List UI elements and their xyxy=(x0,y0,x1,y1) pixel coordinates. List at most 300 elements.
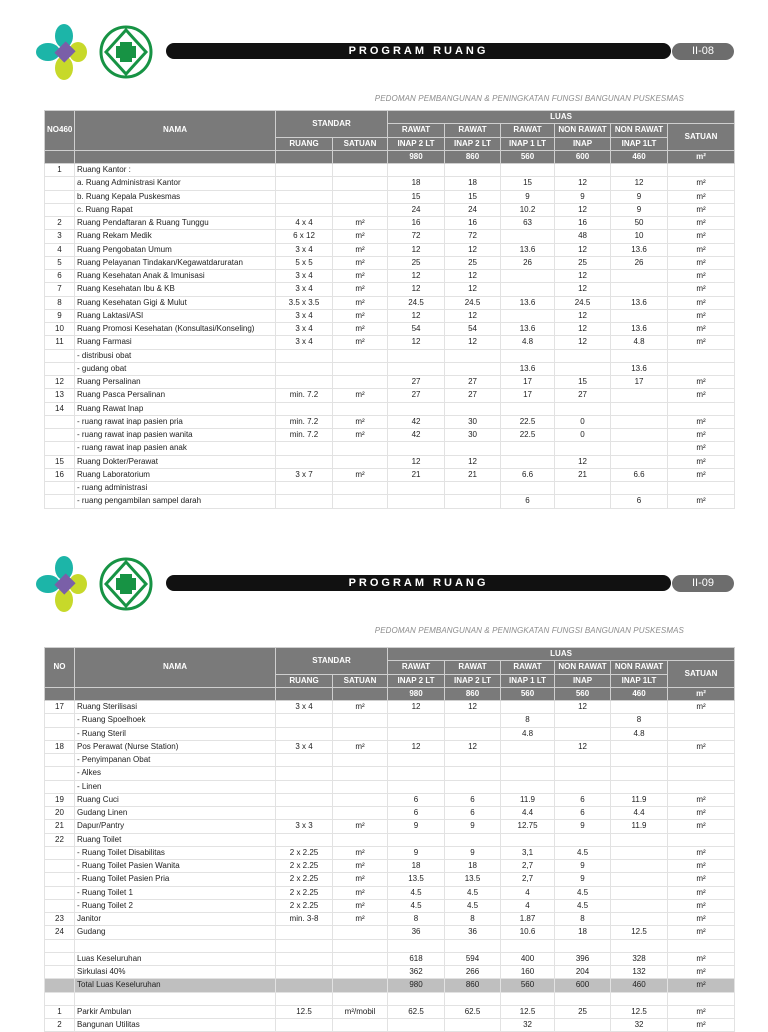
cell-rawat-inap-2lt-b: 24.5 xyxy=(445,296,501,309)
cell-nonrawat-inap: 8 xyxy=(555,913,611,926)
cell-satuan-luas: m² xyxy=(668,886,735,899)
cell-rawat-inap-2lt-b xyxy=(445,1019,501,1032)
table-row xyxy=(45,886,735,899)
cell-rawat-inap-2lt-a: 362 xyxy=(388,966,445,979)
cell-nonrawat-inap-1lt: 12 xyxy=(611,177,668,190)
cell-satuan xyxy=(333,966,388,979)
table-row xyxy=(45,243,735,256)
cell-satuan: m² xyxy=(333,899,388,912)
cell-no: 18 xyxy=(45,740,75,753)
cell-nonrawat-inap: 16 xyxy=(555,217,611,230)
cell-nonrawat-inap-1lt xyxy=(611,701,668,714)
col-satuan-header: SATUAN xyxy=(333,674,388,687)
cell-rawat-inap-2lt-b: 12 xyxy=(445,283,501,296)
cell-satuan-luas xyxy=(668,767,735,780)
cell-rawat-inap-1lt xyxy=(501,482,555,495)
cell-nonrawat-inap-1lt xyxy=(611,349,668,362)
cell-satuan-luas: m² xyxy=(668,429,735,442)
col-rawat-header: RAWAT xyxy=(445,124,501,137)
cell-ruang: 3 x 4 xyxy=(276,243,333,256)
cell-nama: Bangunan Utilitas xyxy=(75,1019,276,1032)
cell-rawat-inap-2lt-b: 18 xyxy=(445,177,501,190)
cell-nama: Ruang Toilet xyxy=(75,833,276,846)
cell-satuan: m² xyxy=(333,243,388,256)
cell-rawat-inap-1lt: 22.5 xyxy=(501,429,555,442)
logo-group xyxy=(34,554,154,614)
cell-rawat-inap-1lt: 4.4 xyxy=(501,807,555,820)
cell-nonrawat-inap: 12 xyxy=(555,270,611,283)
col-rawat-header: RAWAT xyxy=(445,661,501,674)
cell-no xyxy=(45,860,75,873)
cell-rawat-inap-1lt: 1.87 xyxy=(501,913,555,926)
table-row xyxy=(45,349,735,362)
cell-satuan: m² xyxy=(333,283,388,296)
cell-satuan xyxy=(333,190,388,203)
cell-rawat-inap-2lt-b: 4.5 xyxy=(445,899,501,912)
cell-ruang: 2 x 2.25 xyxy=(276,899,333,912)
cell-satuan: m² xyxy=(333,323,388,336)
cell-nonrawat-inap: 204 xyxy=(555,966,611,979)
col-nama-header: NAMA xyxy=(75,648,276,688)
cell-rawat-inap-2lt-a: 12 xyxy=(388,740,445,753)
cell-nama: Ruang Laktasi/ASI xyxy=(75,309,276,322)
cell-no xyxy=(45,886,75,899)
cell-rawat-inap-2lt-a xyxy=(388,939,445,952)
cell-nonrawat-inap-1lt: 26 xyxy=(611,256,668,269)
cell-nama: Ruang Kesehatan Anak & Imunisasi xyxy=(75,270,276,283)
cell-ruang: 2 x 2.25 xyxy=(276,860,333,873)
cell-no xyxy=(45,899,75,912)
cell-rawat-inap-2lt-a: 4.5 xyxy=(388,899,445,912)
cell-rawat-inap-2lt-b xyxy=(445,495,501,508)
cell-nonrawat-inap: 25 xyxy=(555,256,611,269)
table-row xyxy=(45,754,735,767)
cell-rawat-inap-1lt xyxy=(501,270,555,283)
table-row xyxy=(45,926,735,939)
cell-satuan-luas: m² xyxy=(668,913,735,926)
cell-satuan xyxy=(333,164,388,177)
cell-rawat-inap-2lt-b xyxy=(445,349,501,362)
cell-no: 21 xyxy=(45,820,75,833)
cell-nonrawat-inap-1lt xyxy=(611,442,668,455)
cell-rawat-inap-1lt: 6 xyxy=(501,495,555,508)
cell-satuan-luas xyxy=(668,833,735,846)
cell-ruang: 2 x 2.25 xyxy=(276,846,333,859)
cell-ruang: 12.5 xyxy=(276,1005,333,1018)
cell-no: 1 xyxy=(45,164,75,177)
cell-nonrawat-inap-1lt: 13.6 xyxy=(611,296,668,309)
cell-ruang: 2 x 2.25 xyxy=(276,886,333,899)
cell-rawat-inap-2lt-b: 24 xyxy=(445,203,501,216)
cell-nonrawat-inap xyxy=(555,727,611,740)
cell-satuan: m² xyxy=(333,873,388,886)
cell-rawat-inap-2lt-a xyxy=(388,1019,445,1032)
cell-satuan: m² xyxy=(333,886,388,899)
cell-nama: - Penyimpanan Obat xyxy=(75,754,276,767)
cell-ruang xyxy=(276,495,333,508)
cell-no xyxy=(45,482,75,495)
cell-ruang xyxy=(276,177,333,190)
cell-no xyxy=(45,349,75,362)
cell-ruang xyxy=(276,164,333,177)
cell-nama xyxy=(75,939,276,952)
cell-no xyxy=(45,767,75,780)
totals-row xyxy=(45,687,735,700)
cell-no: 2 xyxy=(45,1019,75,1032)
cell-nonrawat-inap xyxy=(555,442,611,455)
cell-nonrawat-inap-1lt xyxy=(611,846,668,859)
cell-rawat-inap-2lt-a xyxy=(388,754,445,767)
cell-no: 22 xyxy=(45,833,75,846)
cell-nonrawat-inap-1lt: 13.6 xyxy=(611,323,668,336)
cell-no: 1 xyxy=(45,1005,75,1018)
cell-rawat-inap-2lt-a xyxy=(388,992,445,1005)
cell-nonrawat-inap-1lt xyxy=(611,913,668,926)
cell-rawat-inap-2lt-b xyxy=(445,362,501,375)
table-row xyxy=(45,283,735,296)
cell-rawat-inap-2lt-a xyxy=(388,482,445,495)
cell-satuan-luas: m² xyxy=(668,389,735,402)
cell-nonrawat-inap: 0 xyxy=(555,429,611,442)
cell-nama xyxy=(75,992,276,1005)
cell-rawat-inap-2lt-b: 27 xyxy=(445,376,501,389)
col-nama-header: NAMA xyxy=(75,111,276,151)
cell-no xyxy=(45,952,75,965)
cell-rawat-inap-2lt-a: 72 xyxy=(388,230,445,243)
cell-nama: - Ruang Toilet Pasien Wanita xyxy=(75,860,276,873)
cell-rawat-inap-2lt-a xyxy=(388,442,445,455)
cell-rawat-inap-2lt-a xyxy=(388,714,445,727)
cell-ruang: 3 x 4 xyxy=(276,283,333,296)
cell-rawat-inap-2lt-b xyxy=(445,402,501,415)
col-ruang-header: RUANG xyxy=(276,137,333,150)
cell-satuan xyxy=(333,939,388,952)
cell-nama: Luas Keseluruhan xyxy=(75,952,276,965)
cell-nonrawat-inap xyxy=(555,833,611,846)
cell-rawat-inap-2lt-b: 18 xyxy=(445,860,501,873)
col-standar-header: STANDAR xyxy=(276,111,388,138)
cell-nonrawat-inap-1lt: 11.9 xyxy=(611,793,668,806)
cell-rawat-inap-2lt-a xyxy=(388,362,445,375)
col-inap-header: INAP 1 LT xyxy=(501,674,555,687)
cell-no: 23 xyxy=(45,913,75,926)
cell-rawat-inap-2lt-a: 6 xyxy=(388,807,445,820)
cell-no xyxy=(45,362,75,375)
cell-satuan-luas: m² xyxy=(668,270,735,283)
cell-ruang: 3 x 4 xyxy=(276,309,333,322)
cell-nonrawat-inap xyxy=(555,1019,611,1032)
cell-rawat-inap-2lt-b xyxy=(445,992,501,1005)
cell-rawat-inap-2lt-a: 18 xyxy=(388,177,445,190)
cell-no xyxy=(45,727,75,740)
cell-rawat-inap-2lt-a: 6 xyxy=(388,793,445,806)
cell-nonrawat-inap-1lt xyxy=(611,833,668,846)
cell-nonrawat-inap-1lt: 11.9 xyxy=(611,820,668,833)
cell-nama: - Ruang Steril xyxy=(75,727,276,740)
cell-rawat-inap-2lt-b: 12 xyxy=(445,701,501,714)
cell-ruang: 3 x 4 xyxy=(276,270,333,283)
col-luas-header: LUAS xyxy=(388,648,735,661)
cell-nonrawat-inap xyxy=(555,767,611,780)
cell-nonrawat-inap-1lt: 10 xyxy=(611,230,668,243)
cell-no: 7 xyxy=(45,283,75,296)
cell-rawat-inap-1lt: 400 xyxy=(501,952,555,965)
total-cell: m² xyxy=(668,687,735,700)
cell-satuan-luas: m² xyxy=(668,177,735,190)
cell-satuan xyxy=(333,807,388,820)
cell-satuan xyxy=(333,979,388,992)
table-row xyxy=(45,1019,735,1032)
cell-nonrawat-inap xyxy=(555,780,611,793)
cell-no: 4 xyxy=(45,243,75,256)
cell-satuan-luas xyxy=(668,714,735,727)
cell-rawat-inap-2lt-b: 6 xyxy=(445,807,501,820)
cell-rawat-inap-2lt-a: 62.5 xyxy=(388,1005,445,1018)
cell-no: 8 xyxy=(45,296,75,309)
table-row xyxy=(45,164,735,177)
cell-nonrawat-inap: 48 xyxy=(555,230,611,243)
cell-ruang xyxy=(276,203,333,216)
table-row xyxy=(45,833,735,846)
cell-ruang xyxy=(276,402,333,415)
cell-nama: Ruang Laboratorium xyxy=(75,468,276,481)
cell-satuan-luas: m² xyxy=(668,952,735,965)
cell-rawat-inap-2lt-b xyxy=(445,780,501,793)
table-row xyxy=(45,203,735,216)
cell-rawat-inap-1lt xyxy=(501,442,555,455)
cell-rawat-inap-2lt-b: 860 xyxy=(445,979,501,992)
cell-rawat-inap-1lt xyxy=(501,701,555,714)
cell-nonrawat-inap: 12 xyxy=(555,336,611,349)
cell-satuan xyxy=(333,455,388,468)
cell-rawat-inap-2lt-a: 12 xyxy=(388,309,445,322)
cell-satuan: m² xyxy=(333,389,388,402)
cell-no xyxy=(45,992,75,1005)
cell-satuan-luas: m² xyxy=(668,793,735,806)
cell-rawat-inap-2lt-a: 12 xyxy=(388,455,445,468)
cell-satuan-luas xyxy=(668,727,735,740)
cell-ruang xyxy=(276,833,333,846)
table-row xyxy=(45,429,735,442)
program-ruang-table-2 xyxy=(44,647,735,1032)
cell-satuan-luas: m² xyxy=(668,309,735,322)
cell-rawat-inap-2lt-a: 27 xyxy=(388,389,445,402)
cell-nama: Ruang Promosi Kesehatan (Konsultasi/Konseling) xyxy=(75,323,276,336)
cell-satuan-luas: m² xyxy=(668,701,735,714)
table-row xyxy=(45,230,735,243)
cell-no: 9 xyxy=(45,309,75,322)
table-row xyxy=(45,714,735,727)
cell-nonrawat-inap: 9 xyxy=(555,190,611,203)
cell-satuan xyxy=(333,767,388,780)
cell-nama: Ruang Dokter/Perawat xyxy=(75,455,276,468)
col-no-header: NO460 xyxy=(45,111,75,151)
cell-rawat-inap-1lt: 8 xyxy=(501,714,555,727)
cell-nama: Ruang Rekam Medik xyxy=(75,230,276,243)
cell-no: 2 xyxy=(45,217,75,230)
cell-ruang: 5 x 5 xyxy=(276,256,333,269)
cell-nonrawat-inap: 12 xyxy=(555,455,611,468)
cell-satuan-luas: m² xyxy=(668,323,735,336)
total-cell: 560 xyxy=(501,150,555,163)
cell-nama: Ruang Pasca Persalinan xyxy=(75,389,276,402)
cell-rawat-inap-1lt: 17 xyxy=(501,376,555,389)
program-ruang-table-1 xyxy=(44,110,735,509)
cell-rawat-inap-2lt-b: 6 xyxy=(445,793,501,806)
cell-no: 20 xyxy=(45,807,75,820)
cell-no xyxy=(45,177,75,190)
cell-rawat-inap-1lt xyxy=(501,740,555,753)
cell-nonrawat-inap: 18 xyxy=(555,926,611,939)
cell-nonrawat-inap-1lt: 4.4 xyxy=(611,807,668,820)
cell-rawat-inap-2lt-b: 15 xyxy=(445,190,501,203)
cell-ruang: min. 7.2 xyxy=(276,389,333,402)
cell-nonrawat-inap-1lt xyxy=(611,886,668,899)
cell-rawat-inap-2lt-a xyxy=(388,767,445,780)
cell-no: 12 xyxy=(45,376,75,389)
cell-nonrawat-inap: 12 xyxy=(555,283,611,296)
cell-ruang xyxy=(276,727,333,740)
cell-nonrawat-inap xyxy=(555,164,611,177)
cell-rawat-inap-1lt xyxy=(501,780,555,793)
cell-satuan-luas: m² xyxy=(668,296,735,309)
cell-nonrawat-inap-1lt: 6 xyxy=(611,495,668,508)
col-inap-header: INAP 2 LT xyxy=(388,674,445,687)
cell-satuan-luas: m² xyxy=(668,846,735,859)
cell-satuan xyxy=(333,402,388,415)
cell-ruang: 3 x 4 xyxy=(276,323,333,336)
cell-nama: - ruang pengambilan sampel darah xyxy=(75,495,276,508)
kemenkes-logo-icon xyxy=(34,22,154,82)
cell-rawat-inap-2lt-b: 12 xyxy=(445,309,501,322)
cell-nama: c. Ruang Rapat xyxy=(75,203,276,216)
cell-rawat-inap-2lt-a: 618 xyxy=(388,952,445,965)
cell-nama: - gudang obat xyxy=(75,362,276,375)
cell-satuan-luas: m² xyxy=(668,415,735,428)
col-satuan2-header: SATUAN xyxy=(668,124,735,151)
cell-nonrawat-inap-1lt xyxy=(611,429,668,442)
total-cell: 980 xyxy=(388,687,445,700)
cell-nonrawat-inap-1lt xyxy=(611,402,668,415)
cell-nonrawat-inap: 6 xyxy=(555,793,611,806)
cell-nama: Ruang Persalinan xyxy=(75,376,276,389)
cell-satuan: m²/mobil xyxy=(333,1005,388,1018)
cell-rawat-inap-2lt-b: 16 xyxy=(445,217,501,230)
cell-nama: Ruang Kantor : xyxy=(75,164,276,177)
cell-rawat-inap-1lt xyxy=(501,349,555,362)
cell-nama: Janitor xyxy=(75,913,276,926)
cell-rawat-inap-2lt-b: 4.5 xyxy=(445,886,501,899)
cell-satuan-luas: m² xyxy=(668,820,735,833)
cell-satuan-luas xyxy=(668,482,735,495)
cell-nonrawat-inap-1lt xyxy=(611,164,668,177)
cell-ruang xyxy=(276,952,333,965)
cell-ruang: 3 x 7 xyxy=(276,468,333,481)
cell-ruang xyxy=(276,979,333,992)
cell-rawat-inap-2lt-b: 266 xyxy=(445,966,501,979)
table-row xyxy=(45,701,735,714)
cell-no: 3 xyxy=(45,230,75,243)
cell-satuan xyxy=(333,349,388,362)
cell-no: 17 xyxy=(45,701,75,714)
cell-no: 15 xyxy=(45,455,75,468)
cell-nama: - Ruang Spoelhoek xyxy=(75,714,276,727)
cell-rawat-inap-1lt xyxy=(501,283,555,296)
cell-nonrawat-inap-1lt xyxy=(611,309,668,322)
cell-rawat-inap-1lt: 32 xyxy=(501,1019,555,1032)
cell-satuan-luas: m² xyxy=(668,860,735,873)
page-code-badge: II-08 xyxy=(672,43,734,60)
cell-rawat-inap-2lt-b: 12 xyxy=(445,270,501,283)
cell-rawat-inap-2lt-a xyxy=(388,727,445,740)
table-row xyxy=(45,767,735,780)
cell-rawat-inap-2lt-a: 4.5 xyxy=(388,886,445,899)
total-cell: 560 xyxy=(555,687,611,700)
cell-satuan-luas: m² xyxy=(668,1019,735,1032)
table-row xyxy=(45,899,735,912)
logo-group xyxy=(34,22,154,82)
table-row xyxy=(45,807,735,820)
table-row xyxy=(45,402,735,415)
cell-satuan xyxy=(333,727,388,740)
cell-nonrawat-inap: 4.5 xyxy=(555,846,611,859)
col-rawat-header: RAWAT xyxy=(501,661,555,674)
cell-nonrawat-inap-1lt: 328 xyxy=(611,952,668,965)
table-row xyxy=(45,727,735,740)
cell-satuan: m² xyxy=(333,217,388,230)
cell-satuan xyxy=(333,1019,388,1032)
cell-no: 5 xyxy=(45,256,75,269)
cell-rawat-inap-2lt-b xyxy=(445,833,501,846)
cell-nonrawat-inap: 4.5 xyxy=(555,899,611,912)
program-ruang-header: PROGRAM RUANG xyxy=(166,575,671,591)
cell-no: 13 xyxy=(45,389,75,402)
col-luas-header: LUAS xyxy=(388,111,735,124)
cell-nonrawat-inap-1lt: 32 xyxy=(611,1019,668,1032)
cell-ruang: 3 x 4 xyxy=(276,740,333,753)
cell-rawat-inap-2lt-b: 594 xyxy=(445,952,501,965)
cell-no xyxy=(45,979,75,992)
cell-nonrawat-inap-1lt: 6.6 xyxy=(611,468,668,481)
col-inap-header: INAP xyxy=(555,674,611,687)
cell-rawat-inap-2lt-a: 12 xyxy=(388,243,445,256)
table-row xyxy=(45,966,735,979)
cell-rawat-inap-2lt-b xyxy=(445,939,501,952)
cell-rawat-inap-1lt: 13.6 xyxy=(501,362,555,375)
cell-nonrawat-inap: 9 xyxy=(555,860,611,873)
table-row xyxy=(45,415,735,428)
document-subtitle: PEDOMAN PEMBANGUNAN & PENINGKATAN FUNGSI BANGUNAN PUSKESMAS xyxy=(374,626,684,635)
cell-rawat-inap-2lt-b: 12 xyxy=(445,336,501,349)
cell-rawat-inap-1lt: 560 xyxy=(501,979,555,992)
cell-nama: Ruang Sterilisasi xyxy=(75,701,276,714)
cell-nama: - Ruang Toilet 2 xyxy=(75,899,276,912)
cell-nama: - ruang rawat inap pasien pria xyxy=(75,415,276,428)
cell-nama: - Ruang Toilet Pasien Pria xyxy=(75,873,276,886)
cell-rawat-inap-1lt: 26 xyxy=(501,256,555,269)
cell-satuan xyxy=(333,376,388,389)
cell-rawat-inap-2lt-a: 15 xyxy=(388,190,445,203)
table-row xyxy=(45,979,735,992)
total-cell: 560 xyxy=(501,687,555,700)
cell-ruang xyxy=(276,926,333,939)
cell-rawat-inap-2lt-a: 16 xyxy=(388,217,445,230)
cell-satuan xyxy=(333,495,388,508)
cell-ruang xyxy=(276,1019,333,1032)
cell-satuan: m² xyxy=(333,309,388,322)
cell-nonrawat-inap: 12 xyxy=(555,177,611,190)
cell-nonrawat-inap: 27 xyxy=(555,389,611,402)
